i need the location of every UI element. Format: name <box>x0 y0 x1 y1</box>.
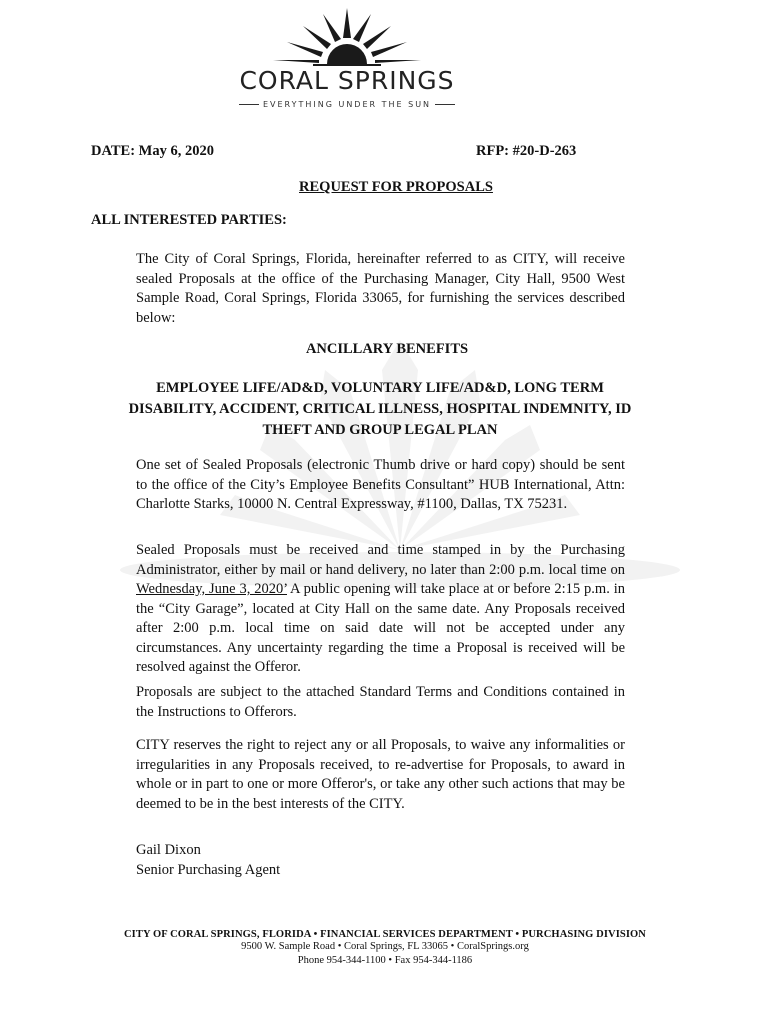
plans-heading: EMPLOYEE LIFE/AD&D, VOLUNTARY LIFE/AD&D, LONG TERM DISABILITY, ACCIDENT, CRITICAL ILLNESS, HOSPITAL INDEMNITY, ID THEFT AND GROUP LEGAL PLAN <box>128 380 632 438</box>
intro-paragraph: The City of Coral Springs, Florida, hereinafter referred to as CITY, will receive sealed Proposals at the office of the Purchasing Manager, City Hall, 9500 West Sample Road, Coral Springs, Florida 33065, for furnishing the services described below: <box>136 251 625 326</box>
rfp-number: RFP: #20-D-263 <box>476 143 577 159</box>
terms-paragraph: Proposals are subject to the attached Standard Terms and Conditions contained in the Instructions to Offerors. <box>136 684 625 720</box>
footer-department: CITY OF CORAL SPRINGS, FLORIDA • FINANCIAL SERVICES DEPARTMENT • PURCHASING DIVISION <box>123 929 646 940</box>
deadline-text-start: Sealed Proposals must be received and time stamped in by the Purchasing Administrator, either by mail or hand delivery, no later than 2:00 p.m. local time on <box>136 542 625 578</box>
submission-paragraph: One set of Sealed Proposals (electronic Thumb drive or hard copy) should be sent to the office of the City’s Employee Benefits Consultant” HUB International, Attn: Charlotte Starks, 10000 N. Central Expressway, #1100, Dallas, TX 75231. <box>136 457 625 512</box>
logo-wordmark: CORAL SPRINGS <box>239 66 455 95</box>
addressee: ALL INTERESTED PARTIES: <box>91 212 287 228</box>
deadline-text-end: A public opening will take place at or before 2:15 p.m. in the “City Garage”, located at City Hall on the same date. Any Proposals received after 2:00 p.m. local time on said date will not be accepted under any circumstances. Any uncertainty regarding the time a Proposal is received will be resolved against the Offeror. <box>136 581 625 675</box>
footer-phone: Phone 954-344-1100 • Fax 954-344-1186 <box>297 955 473 966</box>
footer-address: 9500 W. Sample Road • Coral Springs, FL 33065 • CoralSprings.org <box>241 941 529 952</box>
deadline-paragraph <box>136 541 625 678</box>
signature-block <box>136 841 280 880</box>
reservation-paragraph: CITY reserves the right to reject any or all Proposals, to waive any informalities or irregularities in any Proposals received, to re-advertise for Proposals, to award in whole or in part to one or more Offeror's, or take any other such actions that may be deemed to be in the best interests of the CITY. <box>136 737 625 812</box>
document-title: REQUEST FOR PROPOSALS <box>299 179 493 195</box>
signer-title: Senior Purchasing Agent <box>136 861 281 878</box>
sunburst-icon <box>223 8 471 68</box>
coral-springs-logo <box>223 8 471 112</box>
document-date: DATE: May 6, 2020 <box>91 143 214 159</box>
signer-name: Gail Dixon <box>136 842 201 858</box>
deadline-date: Wednesday, June 3, 2020’ <box>136 581 287 597</box>
subject-heading: ANCILLARY BENEFITS <box>305 341 469 357</box>
logo-tagline: EVERYTHING UNDER THE SUN <box>223 100 471 109</box>
footer <box>0 929 770 968</box>
